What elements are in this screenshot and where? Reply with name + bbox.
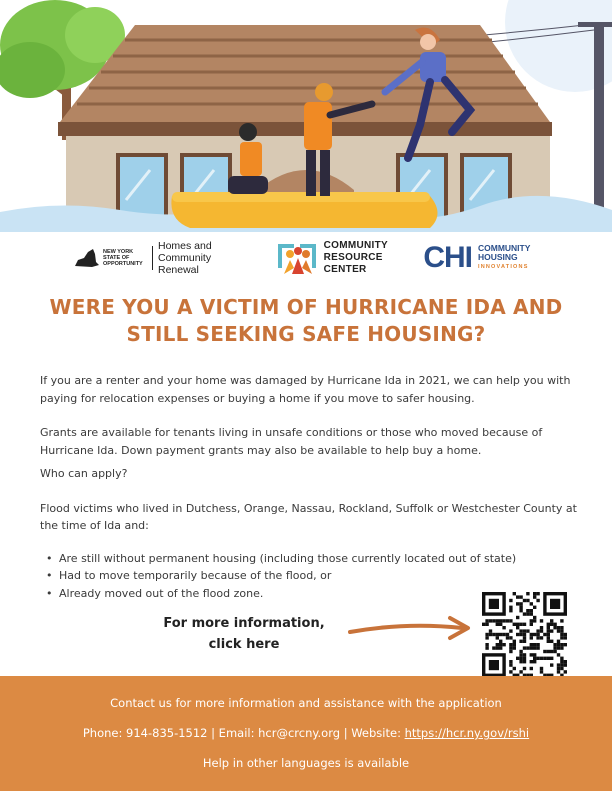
ny-state-map-icon	[74, 248, 100, 268]
chi-mark: CHI	[423, 241, 472, 274]
chi-tagline: INNOVATIONS	[477, 263, 529, 270]
footer-phone-email-line	[0, 726, 612, 740]
cta-line-1: For more information,	[163, 616, 325, 631]
nys-hcr-logo	[74, 240, 254, 276]
footer-contact-line: Contact us for more information and assistance with the application	[110, 696, 502, 710]
crc-name: COMMUNITY RESOURCE CENTER	[323, 240, 388, 275]
body-text	[40, 372, 582, 602]
logo-divider	[152, 246, 153, 270]
list-item: • Are still without permanent housing (including those currently located out of state)	[40, 550, 582, 568]
contact-footer	[0, 676, 612, 791]
footer-languages-line: Help in other languages is available	[202, 756, 410, 770]
footer-phone-email: Phone: 914-835-1512 | Email: hcr@crcny.org | Website:	[82, 726, 405, 740]
nys-state-name: NEW YORK STATE OF OPPORTUNITY	[103, 249, 143, 267]
more-info-link[interactable]	[146, 613, 342, 655]
arrow-right-icon	[346, 612, 476, 644]
flood-rescue-illustration	[0, 0, 612, 232]
partner-logo-bar	[62, 232, 552, 284]
paragraph-eligibility: Flood victims who lived in Dutchess, Orange, Nassau, Rockland, Suffolk or Westchester County at the time of Ida and:	[40, 501, 577, 532]
cta-line-2: click here	[208, 637, 280, 652]
chi-name: COMMUNITY HOUSING	[477, 242, 531, 263]
crc-people-icon	[274, 238, 320, 278]
headline: WERE YOU A VICTIM OF HURRICANE IDA AND STILL SEEKING SAFE HOUSING?	[49, 295, 563, 346]
qr-code[interactable]	[478, 588, 572, 682]
chi-logo	[423, 241, 542, 275]
paragraph-who-can-apply: Who can apply?	[40, 467, 128, 480]
list-item: • Had to move temporarily because of the flood, or	[40, 567, 582, 585]
hcr-agency-name: Homes and Community Renewal	[158, 240, 212, 276]
chi-name-block	[478, 244, 542, 273]
paragraph-relocation-help: If you are a renter and your home was damaged by Hurricane Ida in 2021, we can help you with paying for relocation expenses or buying a home if you move to safer housing.	[40, 374, 571, 405]
community-resource-center-logo	[274, 238, 404, 278]
paragraph-grants: Grants are available for tenants living in unsafe conditions or those who moved because of Hurricane Ida. Down payment grants may also be available to help buy a home.	[40, 426, 543, 457]
website-link[interactable]: https://hcr.ny.gov/rshi	[404, 726, 530, 740]
list-item: • Already moved out of the flood zone.	[40, 585, 582, 603]
qr-code-icon	[478, 588, 572, 682]
